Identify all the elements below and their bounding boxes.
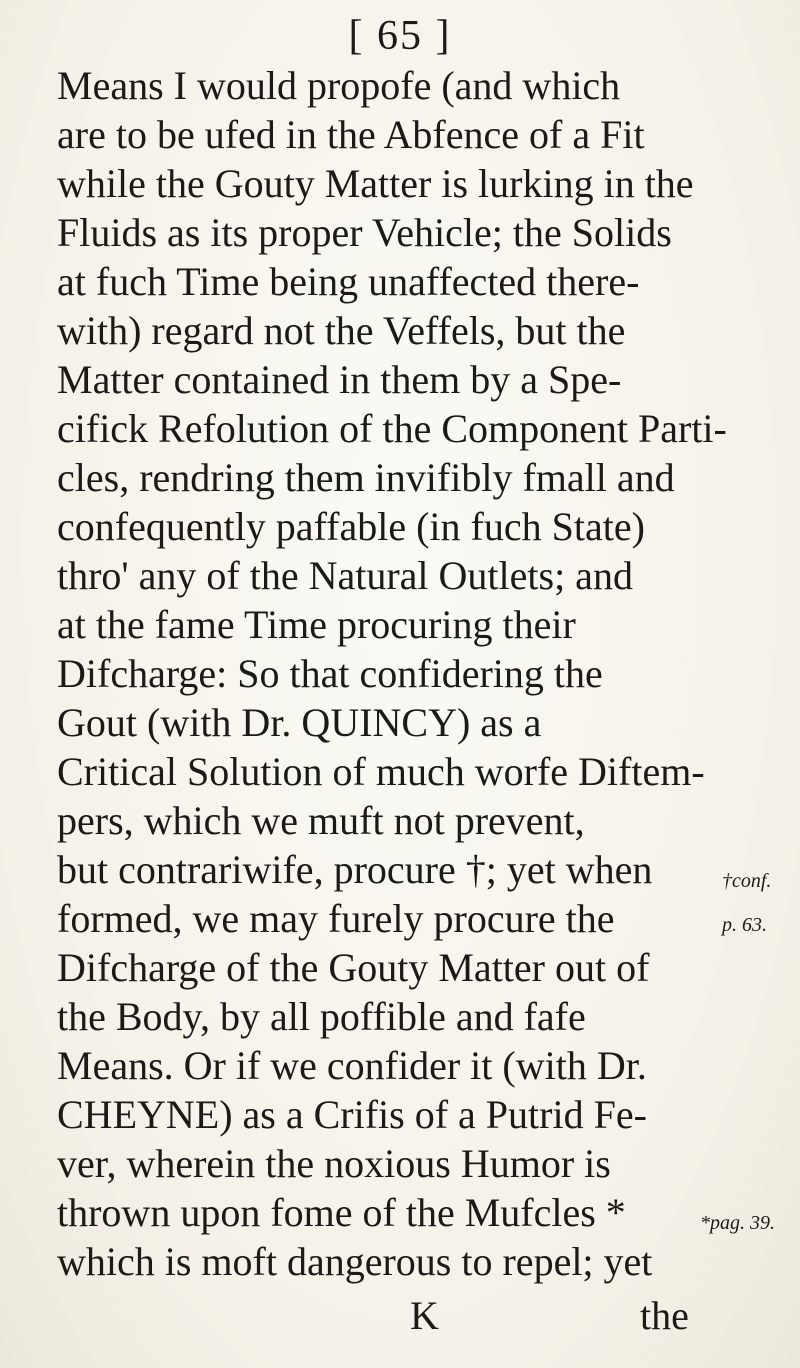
text-line: CHEYNE) as a Crifis of a Putrid Fe- [57, 1092, 647, 1137]
text-line: Critical Solution of much worfe Diftem- [57, 749, 705, 794]
text-line: with) regard not the Veffels, but the [57, 308, 626, 353]
margin-note-page: p. 63. [722, 914, 767, 936]
text-line: thro' any of the Natural Outlets; and [57, 553, 633, 598]
text-line: ver, wherein the noxious Humor is [57, 1141, 611, 1186]
text-line: confequently paffable (in fuch State) [57, 504, 645, 549]
text-line: cles, rendring them invifibly fmall and [57, 455, 675, 500]
text-line: Means I would propofe (and which [57, 63, 621, 108]
text-line: thrown upon fome of the Mufcles * [57, 1190, 626, 1235]
text-line: but contrariwife, procure †; yet when [57, 847, 653, 892]
text-line: pers, which we muft not prevent, [57, 798, 585, 843]
margin-note-pag: *pag. 39. [700, 1212, 775, 1234]
text-line: are to be ufed in the Abfence of a Fit [57, 112, 645, 157]
text-line: at the fame Time procuring their [57, 602, 576, 647]
signature-mark: K [410, 1293, 439, 1338]
text-line: formed, we may furely procure the [57, 896, 615, 941]
text-line: which is moft dangerous to repel; yet [57, 1239, 653, 1284]
margin-note-conf: †conf. [722, 870, 772, 892]
text-line: Fluids as its proper Vehicle; the Solids [57, 210, 672, 255]
text-line: at fuch Time being unaffected there- [57, 259, 640, 304]
page-number: [ 65 ] [348, 13, 452, 59]
text-line: Difcharge of the Gouty Matter out of [57, 945, 650, 990]
text-line: the Body, by all poffible and fafe [57, 994, 586, 1039]
text-line: Difcharge: So that confidering the [57, 651, 603, 696]
text-line: Means. Or if we confider it (with Dr. [57, 1043, 647, 1088]
text-line: while the Gouty Matter is lurking in the [57, 161, 694, 206]
catchword: the [640, 1293, 689, 1338]
text-line: Matter contained in them by a Spe- [57, 357, 622, 402]
text-line: Gout (with Dr. QUINCY) as a [57, 700, 542, 745]
text-line: cifick Refolution of the Component Parti- [57, 406, 727, 451]
